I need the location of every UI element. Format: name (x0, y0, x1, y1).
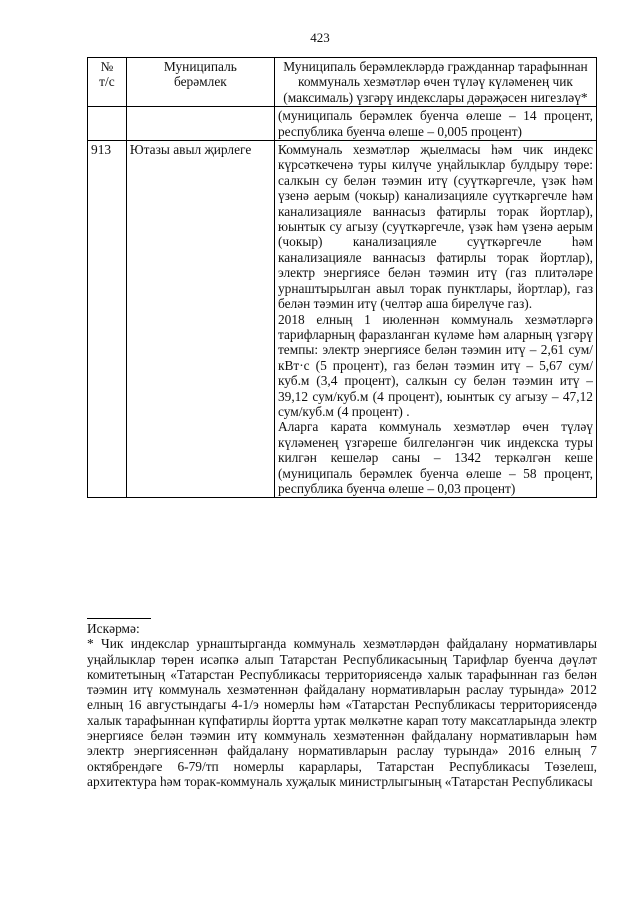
row-municipality: Ютазы авыл җирлеге (126, 141, 274, 498)
row-paragraph-persons: Аларга карата коммуналь хезмәтләр өчен түләү күләменең үзгәреше билгеләнгән чик индекска туры килгән кешеләр саны – 1342 теркәлгән кеше (муниципаль берәмлек буенча өлеше – 58 процент, республика буенча өлеше – 0,03 процент) (277, 419, 593, 496)
tariff-index-table (87, 57, 597, 498)
page-number: 423 (310, 30, 330, 45)
footnote-divider (87, 618, 151, 619)
footnote-section (87, 618, 597, 789)
header-municipality: Муниципаль берәмлек (126, 58, 274, 107)
row-index-text (274, 141, 596, 498)
continuation-text: (муниципаль берәмлек буенча өлеше – 14 процент, республика буенча өлеше – 0,005 процент) (274, 107, 596, 141)
table-row (88, 141, 597, 498)
row-paragraph-types: Коммуналь хезмәтләр җыелмасы һәм чик индекс күрсәткеченә туры килүче уңайлыклар булдыру төре: салкын су белән тәэмин итү (суүткәргечле, үзәк һәм үзенә аерым (чокыр) канализацияле суүткәргечле һәм канализацияле ваннасыз фатирлы торак йортлар), юынтык су агызу (суүткәргечле, үзәк һәм үзенә аерым (чокыр) канализацияле суүткәргечле һәм канализацияле ваннасыз фатирлы торак йортлар), электр энергиясе белән тәэмин итү (газ плитәләре урнаштырылган авыл торак пунктлары, йортлар), газ белән тәэмин итү (челтәр аша бирелүче газ). (277, 142, 593, 312)
continuation-num-cell (88, 107, 127, 141)
row-paragraph-tariffs: 2018 елның 1 июленнән коммуналь хезмәтләргә тарифларның фаразланган күләме һәм аларның үзгәрү темпы: электр энергиясе белән тәэмин итү – 2,61 сум/кВт·с (5 процент), газ белән тәэмин итү – 5,67 сум/куб.м (3,4 процент), салкын су белән тәэмин итү – 39,12 сум/куб.м (4 процент), юынтык су агызу – 47,12 сум/куб.м (4 процент) . (277, 311, 593, 419)
table-header-row (88, 58, 597, 107)
header-number: № т/с (88, 58, 127, 107)
row-number: 913 (88, 141, 127, 498)
footnote-text: * Чик индекслар урнаштырганда коммуналь хезмәтләрдән файдалану нормативлары уңайлыклар төрен исәпкә алып Татарстан Республикасының Тарифлар буенча дәүләт комитетының «Татарстан Республикасы территориясендә халык тарафыннан газ белән тәэмин итү коммуналь хезмәтеннән файдалану нормативларын раслау турында» 2012 елның 16 августындагы 4-1/э номерлы һәм «Татарстан Республикасы территориясендә халык тарафыннан күпфатирлы йортта уртак мөлкәтне карап тоту максатларында электр энергиясе белән тәэмин итү коммуналь хезмәтеннән файдалану нормативларын һәм электр энергиясеннән файдалану нормативларын раслау турында» 2016 елның 7 октябрендәге 6-79/тп номерлы карарлары, Татарстан Республикасы Төзелеш, архитектура һәм торак-коммуналь хуҗалык министрлыгының «Татарстан Республикасы (87, 636, 597, 789)
footnote-heading: Искәрмә: (87, 621, 140, 636)
header-index-justification: Муниципаль берәмлекләрдә гражданнар тарафыннан коммуналь хезмәтләр өчен түләү күләменең чик (максималь) үзгәрү индекслары дәрәҗәсен нигезләү* (274, 58, 596, 107)
table-row-continuation (88, 107, 597, 141)
continuation-mun-cell (126, 107, 274, 141)
